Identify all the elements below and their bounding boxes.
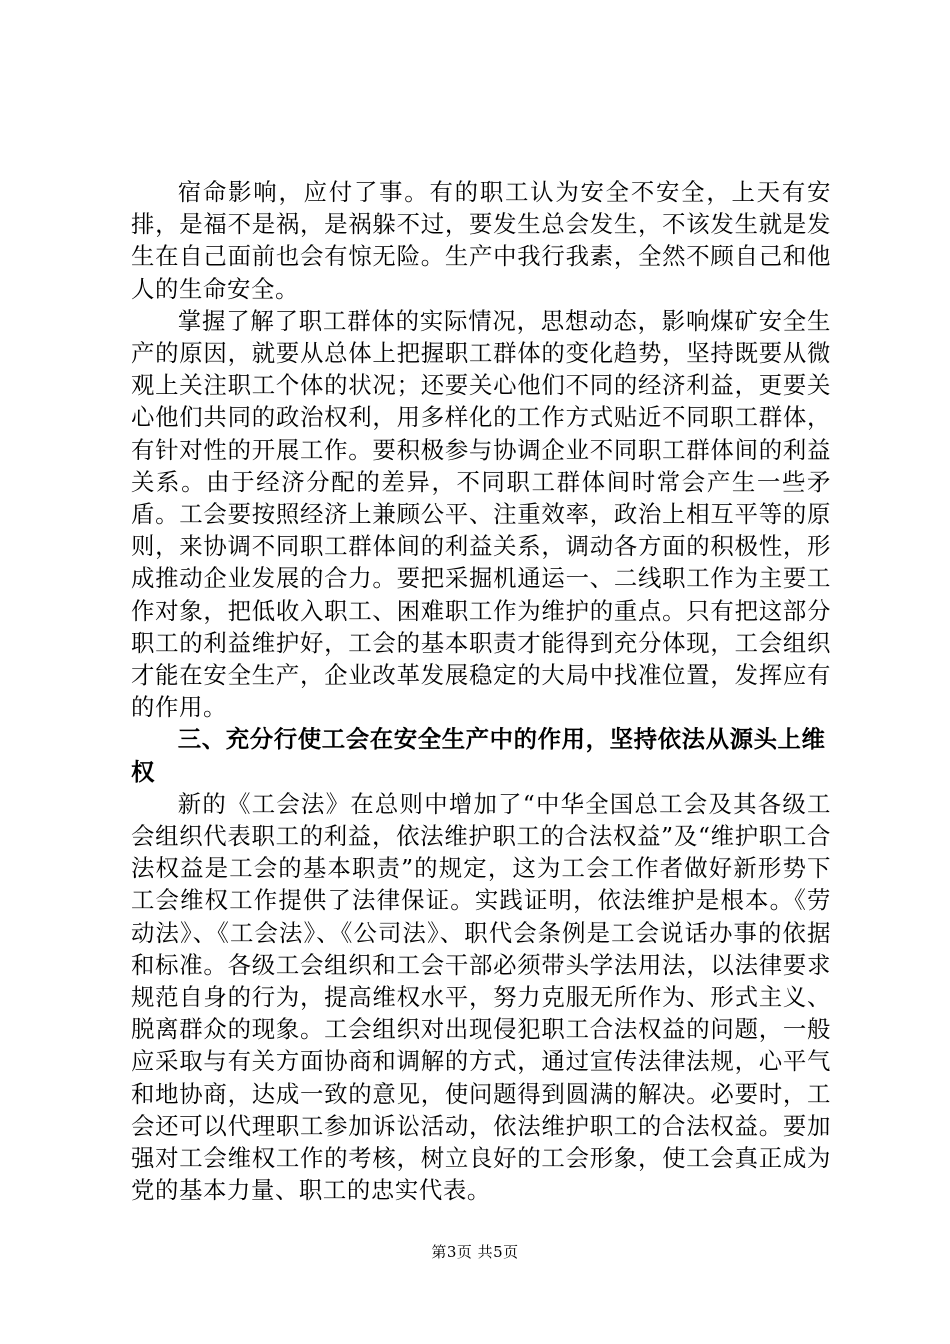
body-paragraph: 新的《工会法》在总则中增加了“中华全国总工会及其各级工会组织代表职工的利益，依法维护职工的合法权益”及“维护职工合法权益是工会的基本职责”的规定，这为工会工作者做好新形势下工会维权工作提供了法律保证。实践证明，依法维护是根本。《劳动法》、《工会法》、《公司法》、职代会条例是工会说话办事的依据和标准。各级工会组织和工会干部必须带头学法用法，以法律要求规范自身的行为，提高维权水平，努力克服无所作为、形式主义、脱离群众的现象。工会组织对出现侵犯职工合法权益的问题，一般应采取与有关方面协商和调解的方式，通过宣传法律法规，心平气和地协商，达成一致的意见，使问题得到圆满的解决。必要时，工会还可以代理职工参加诉讼活动，依法维护职工的合法权益。要加强对工会维权工作的考核，树立良好的工会形象，使工会真正成为党的基本力量、职工的忠实代表。	[131, 789, 831, 1205]
body-paragraph: 宿命影响，应付了事。有的职工认为安全不安全，上天有安排，是福不是祸，是祸躲不过，要发生总会发生，不该发生就是发生在自己面前也会有惊无险。生产中我行我素，全然不顾自己和他人的生命安全。	[131, 178, 831, 303]
body-paragraph: 掌握了解了职工群体的实际情况，思想动态，影响煤矿安全生产的原因，就要从总体上把握职工群体的变化趋势，坚持既要从微观上关注职工个体的状况；还要关心他们不同的经济利益，更要关心他们共同的政治权利，用多样化的工作方式贴近不同职工群体，有针对性的开展工作。要积极参与协调企业不同职工群体间的利益关系。由于经济分配的差异，不同职工群体间时常会产生一些矛盾。工会要按照经济上兼顾公平、注重效率，政治上相互平等的原则，来协调不同职工群体间的利益关系，调动各方面的积极性，形成推动企业发展的合力。要把采掘机通运一、二线职工作为主要工作对象，把低收入职工、困难职工作为维护的重点。只有把这部分职工的利益维护好，工会的基本职责才能得到充分体现，工会组织才能在安全生产，企业改革发展稳定的大局中找准位置，发挥应有的作用。	[131, 306, 831, 722]
document-body	[131, 176, 831, 1207]
page-footer: 第3页 共5页	[431, 1243, 519, 1261]
section-heading: 三、充分行使工会在安全生产中的作用，坚持依法从源头上维权	[131, 725, 826, 786]
